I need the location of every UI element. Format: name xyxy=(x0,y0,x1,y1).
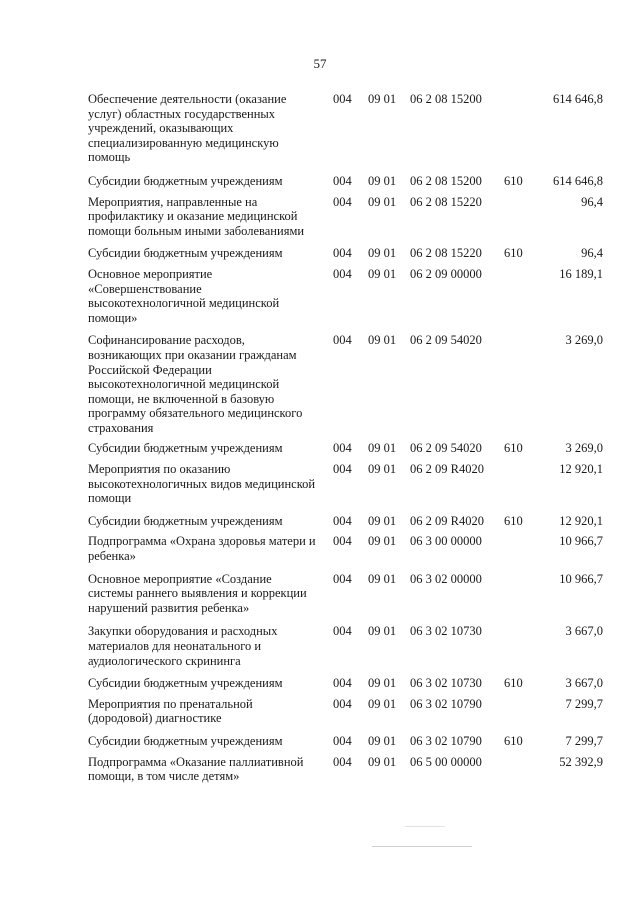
row-amount: 12 920,1 xyxy=(559,462,603,477)
table-row xyxy=(88,246,603,261)
row-amount: 3 667,0 xyxy=(565,676,603,691)
row-name: Субсидии бюджетным учреждениям xyxy=(88,246,283,261)
row-amount: 10 966,7 xyxy=(559,571,603,586)
row-name: Мероприятия, направленные на профилактику и оказание медицинской помощи больным иными заболеваниями xyxy=(88,194,305,238)
table-row xyxy=(88,92,603,165)
table-row xyxy=(88,333,603,435)
row-name: Субсидии бюджетным учреждениям xyxy=(88,676,283,691)
row-target-code: 06 3 02 10790 xyxy=(410,696,482,711)
row-section-code: 09 01 xyxy=(368,266,397,281)
row-target-code: 06 2 09 00000 xyxy=(410,266,482,281)
row-section-code: 09 01 xyxy=(368,513,397,528)
row-ministry-code: 004 xyxy=(333,513,352,528)
row-amount: 3 269,0 xyxy=(565,333,603,348)
row-target-code: 06 3 00 00000 xyxy=(410,534,482,549)
row-expense-type: 610 xyxy=(504,733,523,748)
row-section-code: 09 01 xyxy=(368,441,397,456)
row-ministry-code: 004 xyxy=(333,194,352,209)
row-amount: 96,4 xyxy=(581,246,603,261)
row-expense-type: 610 xyxy=(504,246,523,261)
row-ministry-code: 004 xyxy=(333,92,352,106)
row-target-code: 06 5 00 00000 xyxy=(410,754,482,769)
row-name: Подпрограмма «Охрана здоровья матери и ребенка» xyxy=(88,534,316,564)
row-ministry-code: 004 xyxy=(333,733,352,748)
row-section-code: 09 01 xyxy=(368,534,397,549)
row-amount: 52 392,9 xyxy=(559,754,603,769)
row-target-code: 06 2 09 R4020 xyxy=(410,462,484,477)
row-amount: 12 920,1 xyxy=(559,513,603,528)
row-ministry-code: 004 xyxy=(333,266,352,281)
row-amount: 3 269,0 xyxy=(565,441,603,456)
row-name: Мероприятия по оказанию высокотехнологичных видов медицинской помощи xyxy=(88,462,316,506)
scan-artifact-line xyxy=(372,846,472,847)
row-ministry-code: 004 xyxy=(333,441,352,456)
table-row xyxy=(88,755,603,784)
table-row xyxy=(88,676,603,691)
row-name: Закупки оборудования и расходных материалов для неонатального и аудиологического скрининга xyxy=(88,624,278,668)
row-target-code: 06 2 08 15220 xyxy=(410,246,482,261)
row-section-code: 09 01 xyxy=(368,696,397,711)
row-name: Субсидии бюджетным учреждениям xyxy=(88,441,283,456)
row-target-code: 06 3 02 10730 xyxy=(410,624,482,639)
row-section-code: 09 01 xyxy=(368,676,397,691)
row-target-code: 06 2 08 15220 xyxy=(410,194,482,209)
row-target-code: 06 3 02 10790 xyxy=(410,733,482,748)
table-row xyxy=(88,624,603,668)
table-row xyxy=(88,514,603,529)
row-section-code: 09 01 xyxy=(368,462,397,477)
row-ministry-code: 004 xyxy=(333,754,352,769)
row-amount: 16 189,1 xyxy=(559,266,603,281)
row-amount: 10 966,7 xyxy=(559,534,603,549)
row-amount: 7 299,7 xyxy=(565,733,603,748)
row-ministry-code: 004 xyxy=(333,246,352,261)
row-expense-type: 610 xyxy=(504,513,523,528)
page-number: 57 xyxy=(313,56,327,71)
row-ministry-code: 004 xyxy=(333,624,352,639)
row-ministry-code: 004 xyxy=(333,696,352,711)
row-name: Субсидии бюджетным учреждениям xyxy=(88,513,283,528)
row-expense-type: 610 xyxy=(504,173,523,188)
row-amount: 614 646,8 xyxy=(553,92,603,106)
row-ministry-code: 004 xyxy=(333,676,352,691)
row-ministry-code: 004 xyxy=(333,173,352,188)
table-row xyxy=(88,697,603,726)
row-section-code: 09 01 xyxy=(368,194,397,209)
table-row xyxy=(88,534,603,563)
row-name: Субсидии бюджетным учреждениям xyxy=(88,173,283,188)
row-target-code: 06 2 09 54020 xyxy=(410,441,482,456)
row-name: Субсидии бюджетным учреждениям xyxy=(88,733,283,748)
row-ministry-code: 004 xyxy=(333,333,352,348)
row-target-code: 06 3 02 10730 xyxy=(410,676,482,691)
row-section-code: 09 01 xyxy=(368,733,397,748)
row-target-code: 06 3 02 00000 xyxy=(410,571,482,586)
row-expense-type: 610 xyxy=(504,441,523,456)
table-row xyxy=(88,572,603,616)
budget-table xyxy=(88,92,603,784)
scan-artifact-line xyxy=(405,826,445,827)
row-section-code: 09 01 xyxy=(368,624,397,639)
row-name: Основное мероприятие «Совершенствование высокотехнологичной медицинской помощи» xyxy=(88,266,280,325)
row-section-code: 09 01 xyxy=(368,246,397,261)
table-row xyxy=(88,734,603,749)
table-row xyxy=(88,174,603,189)
table-row xyxy=(88,441,603,456)
row-section-code: 09 01 xyxy=(368,173,397,188)
row-ministry-code: 004 xyxy=(333,571,352,586)
row-section-code: 09 01 xyxy=(368,92,397,106)
row-amount: 96,4 xyxy=(581,194,603,209)
table-row xyxy=(88,462,603,506)
row-section-code: 09 01 xyxy=(368,754,397,769)
row-amount: 3 667,0 xyxy=(565,624,603,639)
row-ministry-code: 004 xyxy=(333,534,352,549)
row-ministry-code: 004 xyxy=(333,462,352,477)
row-name: Софинансирование расходов, возникающих при оказании гражданам Российской Федерации высокотехнологичной медицинской помощи, не включенной в базовую программу обязательного медицинского страхования xyxy=(88,333,303,435)
row-target-code: 06 2 09 R4020 xyxy=(410,513,484,528)
table-row xyxy=(88,267,603,325)
row-section-code: 09 01 xyxy=(368,571,397,586)
row-name: Основное мероприятие «Создание системы раннего выявления и коррекции нарушений развития ребенка» xyxy=(88,571,307,615)
row-amount: 7 299,7 xyxy=(565,696,603,711)
row-expense-type: 610 xyxy=(504,676,523,691)
row-name: Подпрограмма «Оказание паллиативной помощи, в том числе детям» xyxy=(88,754,304,784)
row-name: Мероприятия по пренатальной (дородовой) диагностике xyxy=(88,696,253,726)
row-target-code: 06 2 09 54020 xyxy=(410,333,482,348)
row-name: Обеспечение деятельности (оказание услуг) областных государственных учреждений, оказывающих специализированную медицинскую помощь xyxy=(88,92,287,165)
row-amount: 614 646,8 xyxy=(553,173,603,188)
table-row xyxy=(88,195,603,239)
row-target-code: 06 2 08 15200 xyxy=(410,92,482,106)
row-section-code: 09 01 xyxy=(368,333,397,348)
row-target-code: 06 2 08 15200 xyxy=(410,173,482,188)
